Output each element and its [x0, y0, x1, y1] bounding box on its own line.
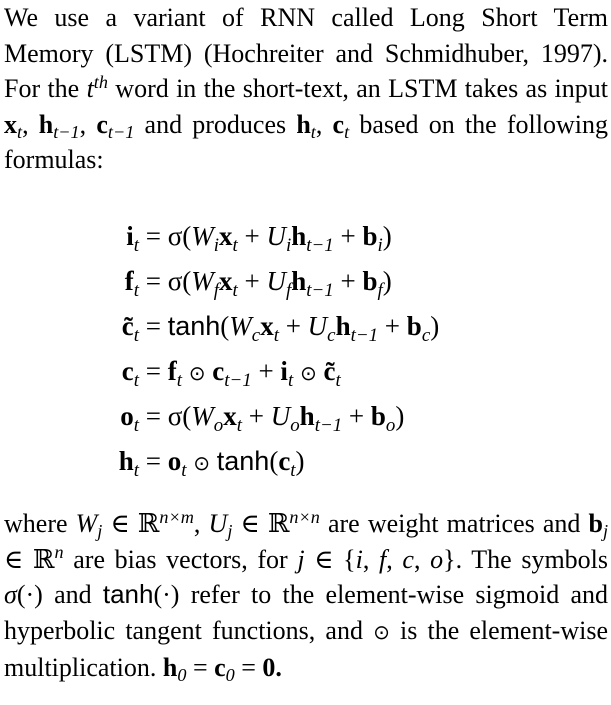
def-text-7: is the element-wise multiplication. [4, 615, 608, 682]
math-outputs: $h_t$, $c_t$ [296, 109, 350, 142]
intro-text-3: and produces [134, 109, 297, 139]
math-j-set: j ∈ {i, f, c, o} [297, 544, 456, 574]
paragraph-definitions [4, 506, 608, 686]
equation-cell-state: $c_t$ = $f_t$ ⊙ $c_{t-1} + i_t$ ⊙ $c̃_t$ [121, 356, 341, 391]
math-u-domain: $U_j$ ∈ ℝ$^{n\times n}$ [208, 506, 320, 542]
odot-icon: ⊙ [373, 619, 390, 644]
odot-icon: ⊙ [188, 361, 206, 385]
paragraph-intro [4, 0, 608, 178]
intro-text-2: word in the short-text, an LSTM takes as input [107, 74, 608, 103]
intro-text-1: We use a variant of RNN called Long Short Term Memory (LSTM) (Hochreiter and Schmidhuber, 1997). For the [4, 3, 608, 103]
def-text-1: where [4, 509, 76, 538]
intro-text-4: based on the following formulas: [4, 109, 609, 174]
math-inputs: $x_t$, $h_{t-1}$, $c_{t-1}$ [4, 109, 135, 142]
def-text-5: and [42, 580, 103, 609]
equation-input-gate: $i_t$ = $\sigma(W_ix_t + U_ih_{t-1} + b_i)$ [126, 221, 392, 256]
math-b-domain: $b_j$ ∈ ℝ$^n$ [4, 509, 609, 574]
equation-output-gate: $o_t$ = $\sigma(W_ox_t + U_oh_{t-1} + b_o)$ [120, 401, 405, 436]
odot-icon: ⊙ [299, 361, 317, 385]
math-t-th: $t^{th}$ [86, 71, 108, 103]
equation-hidden-state: $h_t$ = $o_t$ ⊙ $\tanh(c_t)$ [118, 446, 305, 481]
math-sigma: σ(·) [4, 580, 43, 609]
math-tanh: tanh(·) [102, 579, 180, 609]
def-text-6: refer to the element-wise sigmoid and hyperbolic tangent functions, and [4, 580, 608, 645]
math-w-domain: $W_j$ ∈ ℝ$^{n\times m}$, [75, 506, 209, 542]
equation-candidate-cell: $c̃_t$ = $\tanh(W_cx_t + U_ch_{t-1} + b_c)$ [121, 311, 440, 346]
math-init: $h_0 = c_0 = 0$. [162, 653, 282, 686]
def-text-3: are bias vectors, for [63, 544, 298, 574]
equation-forget-gate: $f_t$ = $\sigma(W_fx_t + U_fh_{t-1} + b_f)$ [124, 266, 392, 301]
def-text-2: are weight matrices and [319, 509, 589, 538]
odot-icon: ⊙ [193, 451, 210, 475]
def-text-4: . The symbols [455, 544, 609, 574]
lstm-equations [106, 214, 606, 484]
